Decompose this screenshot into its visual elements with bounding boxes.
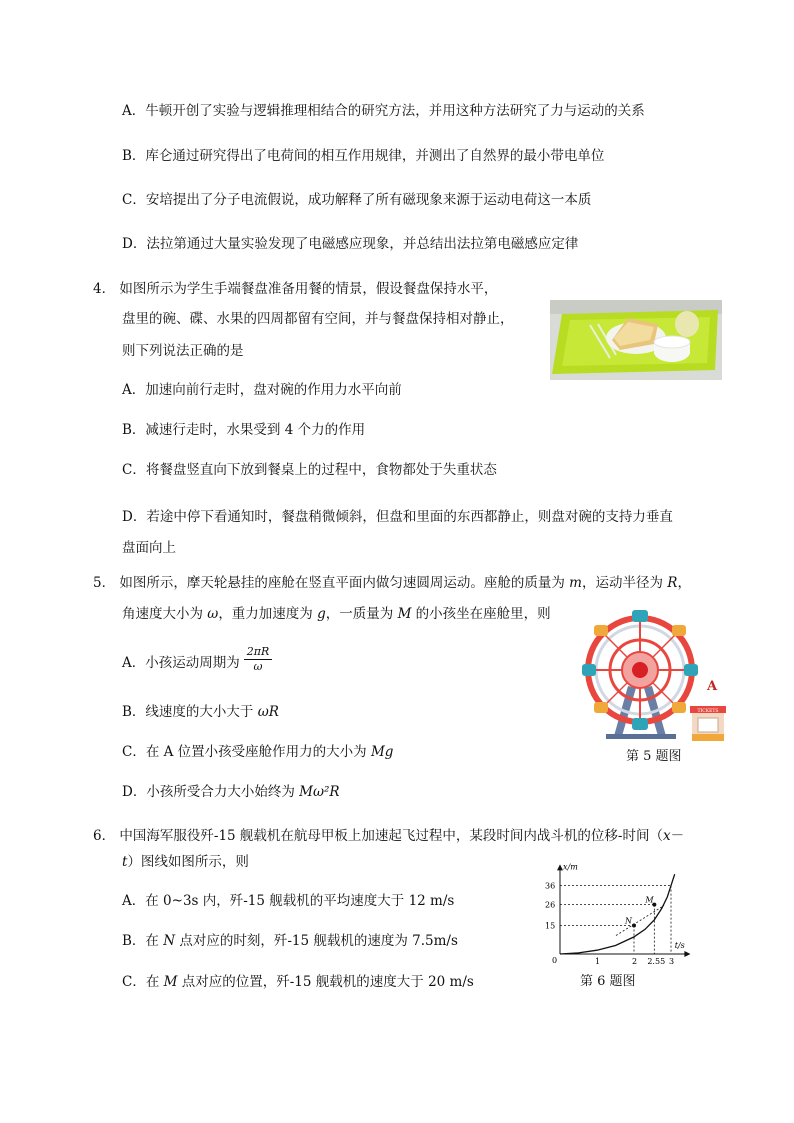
- q4-stem-line-2: 盘里的碗、碟、水果的四周都留有空间，并与餐盘保持相对静止，: [122, 311, 514, 327]
- option-expression: Mω²R: [299, 784, 340, 800]
- q6-option-b: [122, 931, 458, 951]
- q5-stem-text: ，运动半径为: [581, 575, 668, 591]
- q4-option-d-line-2: 盘面向上: [122, 540, 176, 556]
- x-tick-label: 1: [595, 957, 601, 966]
- fraction-denominator: ω: [253, 660, 263, 673]
- q5-stem-text: ，一质量为: [325, 606, 398, 622]
- q5-option-d: [122, 782, 340, 802]
- x-tick-label: 3: [669, 957, 675, 966]
- q5-stem-line-2: [122, 604, 551, 624]
- point-n-marker: [632, 924, 636, 928]
- point-n-symbol: N: [163, 933, 176, 949]
- q6-option-a: A．在 0~3s 内，歼-15 舰载机的平均速度大于 12 m/s: [122, 893, 455, 909]
- q5-option-c: [122, 742, 393, 762]
- q3-option-b: B．库仑通过研究得出了电荷间的相互作用规律，并测出了自然界的最小带电单位: [122, 148, 605, 164]
- q4-stem-line-1: 4． 如图所示为学生手端餐盘准备用餐的情景，假设餐盘保持水平，: [93, 281, 498, 297]
- y-tick-label: 36: [545, 881, 556, 891]
- q5-omega-symbol: ω: [207, 606, 219, 622]
- q6-x-symbol: x: [662, 828, 671, 844]
- x-tick-label: 2.55: [647, 957, 666, 966]
- point-a-label: A: [707, 679, 718, 694]
- q6-stem-line-2: [122, 852, 249, 872]
- q5-option-a: A．小孩运动周期为: [122, 655, 240, 671]
- tangent-line-n: [616, 906, 664, 936]
- ticket-booth-sign: TICKETS: [697, 709, 719, 714]
- option-text: C．在 A 位置小孩受座舱作用力的大小为: [122, 744, 371, 760]
- fraction-numerator: 2πR: [244, 646, 272, 660]
- q3-option-c: C．安培提出了分子电流假说，成功解释了所有磁现象来源于运动电荷这一本质: [122, 192, 592, 208]
- point-n-label: N: [625, 916, 632, 926]
- q5-stem-text: ，: [677, 575, 691, 591]
- x-axis-label: t/s: [674, 941, 685, 950]
- x-t-chart: [530, 862, 690, 970]
- q6-option-c: [122, 972, 474, 992]
- origin-label: 0: [552, 956, 558, 965]
- y-axis-label: x/m: [563, 862, 578, 872]
- q6-stem-text: ）图线如图所示，则: [127, 854, 249, 870]
- option-text: B．线速度的大小大于: [122, 704, 258, 720]
- q5-figure-caption: 第 5 题图: [626, 749, 682, 764]
- q5-option-b: [122, 702, 279, 722]
- q5-stem-text: ，重力加速度为: [218, 606, 318, 622]
- q5-child-mass-symbol: M: [397, 606, 412, 622]
- q6-figure-caption: 第 6 题图: [580, 974, 636, 989]
- tray-photo: [550, 300, 722, 380]
- q5-stem-line-1: [93, 573, 691, 593]
- q5-radius-symbol: R: [667, 575, 678, 591]
- option-text: 点对应的位置，歼-15 舰载机的速度大于 20 m/s: [177, 974, 474, 990]
- option-text: D．小孩所受合力大小始终为: [122, 784, 300, 800]
- q5-stem-text: 角速度大小为: [122, 606, 208, 622]
- y-tick-label: 26: [545, 900, 556, 910]
- option-text: 点对应的时刻，歼-15 舰载机的速度为 7.5m/s: [175, 933, 458, 949]
- option-text: C．在: [122, 974, 164, 990]
- q5-stem-text: 的小孩坐在座舱里，则: [411, 606, 551, 622]
- q5-g-symbol: g: [317, 606, 326, 622]
- q6-stem-line-1: [93, 826, 684, 846]
- q4-stem-line-3: 则下列说法正确的是: [122, 343, 244, 359]
- q4-option-d-line-1: D．若途中停下看通知时，餐盘稍微倾斜，但盘和里面的东西都静止，则盘对碗的支持力垂直: [122, 509, 673, 525]
- q3-option-a: A．牛顿开创了实验与逻辑推理相结合的研究方法，并用这种方法研究了力与运动的关系: [122, 103, 645, 119]
- ferris-wheel-figure: [580, 608, 730, 743]
- q6-stem-text: －: [670, 828, 685, 844]
- point-m-symbol: M: [163, 974, 178, 990]
- q5-stem-text: 5． 如图所示，摩天轮悬挂的座舱在竖直平面内做匀速圆周运动。座舱的质量为: [93, 575, 570, 591]
- q4-option-b: B．减速行走时，水果受到 4 个力的作用: [122, 422, 366, 438]
- q6-stem-text: 6． 中国海军服役歼-15 舰载机在航母甲板上加速起飞过程中，某段时间内战斗机的位移-时间（: [93, 828, 663, 844]
- q6-t-symbol: t: [122, 854, 128, 870]
- q4-option-a: A．加速向前行走时，盘对碗的作用力水平向前: [122, 382, 402, 398]
- option-expression: Mg: [370, 744, 394, 760]
- q5-period-fraction: [244, 646, 272, 673]
- q5-mass-symbol: m: [569, 575, 582, 591]
- q4-option-c: C．将餐盘竖直向下放到餐桌上的过程中，食物都处于失重状态: [122, 462, 497, 478]
- y-tick-label: 15: [545, 921, 556, 931]
- option-expression: ωR: [257, 704, 279, 720]
- x-axis-arrow: [684, 951, 690, 957]
- point-m-label: M: [645, 895, 654, 905]
- option-text: B．在: [122, 933, 164, 949]
- q3-option-d: D．法拉第通过大量实验发现了电磁感应现象，并总结出法拉第电磁感应定律: [122, 236, 579, 252]
- x-t-curve: [560, 874, 675, 954]
- x-tick-label: 2: [632, 957, 638, 966]
